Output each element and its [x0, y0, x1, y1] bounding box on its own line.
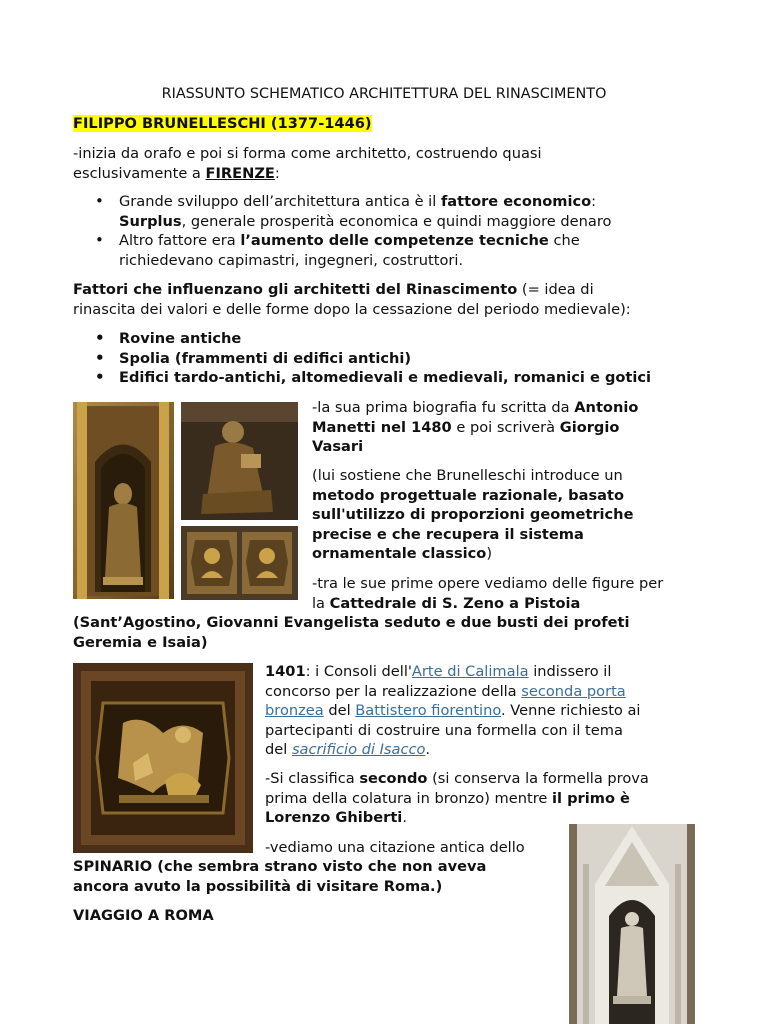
contest-line: [265, 701, 685, 721]
works-line: -tra le sue prime opere vediamo delle figure per: [312, 575, 664, 592]
economic-factors-list: [73, 192, 611, 270]
intro-line-2: [73, 164, 542, 184]
factors-paragraph: [73, 280, 631, 319]
list-item: • Rovine antiche: [73, 329, 651, 349]
firenze-text: FIRENZE: [205, 164, 275, 182]
ranking-bold: Lorenzo Ghiberti: [265, 809, 403, 827]
factors-line-1: [73, 280, 631, 300]
item-bold: Surplus: [119, 212, 182, 230]
bio-line: [312, 398, 712, 418]
contest-line: [265, 740, 685, 760]
contest-text: .: [425, 741, 431, 759]
intro-line-1: -inizia da orafo e poi si forma come architetto, costruendo quasi: [73, 145, 542, 162]
contest-text: indissero il: [528, 663, 612, 680]
gothic-niche-statue-photo: [569, 824, 695, 1024]
list-item: [73, 192, 611, 231]
item-bold: fattore economico: [440, 193, 592, 210]
works-bold: Cattedrale di S. Zeno a Pistoia: [329, 594, 581, 612]
method-line: sull'utilizzo di proporzioni geometriche: [312, 506, 634, 524]
works-continuation: [73, 613, 753, 652]
method-line: [312, 544, 712, 564]
battistero-link[interactable]: Battistero fiorentino: [355, 702, 502, 720]
item-text: richiedevano capimastri, ingegneri, costruttori.: [119, 251, 464, 269]
list-item: • Edifici tardo-antichi, altomedievali e medievali, romanici e gotici: [73, 368, 651, 388]
influences-list: [73, 329, 651, 388]
ranking-bold: secondo: [359, 770, 428, 787]
item-text: Grande sviluppo dell’architettura antica è il: [119, 193, 441, 210]
niche-statue-photo: [73, 402, 174, 599]
contest-line: [265, 662, 685, 682]
section-heading: [73, 114, 372, 134]
contest-bold: 1401: [265, 663, 306, 680]
method-line: precise e che recupera il sistema: [312, 525, 584, 543]
works-line: [312, 594, 732, 614]
list-item: • Spolia (frammenti di edifici antichi): [73, 349, 651, 369]
factors-bold: Fattori che influenzano gli architetti del Rinascimento: [73, 281, 518, 298]
contest-text: del: [265, 741, 292, 759]
spinario-line: ancora avuto la possibilità di visitare Roma.): [73, 877, 443, 895]
factors-line-2: rinascita dei valori e delle forme dopo la cessazione del periodo medievale):: [73, 300, 631, 318]
page-title: RIASSUNTO SCHEMATICO ARCHITETTURA DEL RINASCIMENTO: [161, 86, 607, 102]
ranking-paragraph: [265, 769, 685, 828]
contest-text: : i Consoli dell': [305, 663, 412, 680]
ranking-text: -Si classifica: [265, 770, 360, 787]
ranking-text: (si conserva la formella prova: [427, 770, 649, 787]
method-line: (lui sostiene che Brunelleschi introduce un: [312, 467, 623, 484]
arte-di-calimala-link[interactable]: Arte di Calimala: [411, 663, 529, 680]
bio-text: e poi scriverà: [451, 418, 560, 436]
contest-text: del: [323, 702, 356, 720]
contest-text: . Venne richiesto ai: [501, 702, 641, 720]
works-text: la: [312, 594, 330, 612]
bio-bold: Giorgio: [559, 418, 620, 436]
method-text: ): [486, 545, 493, 563]
biography-paragraph: [312, 398, 712, 457]
item-bold: l’aumento delle competenze tecniche: [240, 232, 549, 250]
contest-text: concorso per la realizzazione della: [265, 682, 522, 700]
ranking-bold: il primo è: [552, 789, 630, 807]
seconda-porta-link[interactable]: seconda porta: [521, 682, 626, 700]
spinario-line: SPINARIO (che sembra strano visto che non aveva: [73, 858, 487, 875]
prophets-busts-photo: [181, 526, 298, 600]
ranking-line: [265, 789, 685, 809]
works-line: Geremia e Isaia): [73, 633, 208, 651]
method-paragraph: [312, 466, 712, 564]
ranking-text: prima della colatura in bronzo) mentre: [265, 789, 553, 807]
item-text: , generale prosperità economica e quindi maggiore denaro: [181, 212, 612, 230]
seated-evangelist-photo: [181, 402, 298, 520]
sacrificio-di-isacco-link[interactable]: sacrificio di Isacco: [291, 741, 426, 759]
first-works-paragraph: [312, 574, 732, 613]
ranking-text: .: [402, 809, 407, 827]
intro-paragraph: [73, 144, 542, 183]
bio-text: -la sua prima biografia fu scritta da: [312, 399, 575, 416]
list-item: [73, 231, 611, 270]
contest-line: partecipanti di costruire una formella con il tema: [265, 721, 623, 739]
item-text: :: [591, 193, 597, 210]
spinario-paragraph: [73, 857, 563, 896]
method-bold: ornamentale classico: [312, 545, 487, 563]
item-text: che: [548, 232, 580, 250]
factors-text: (= idea di: [517, 281, 594, 298]
highlighted-heading: FILIPPO BRUNELLESCHI (1377-1446): [73, 115, 372, 132]
works-line: (Sant’Agostino, Giovanni Evangelista seduto e due busti dei profeti: [73, 614, 630, 631]
bio-bold: Manetti nel 1480: [312, 418, 452, 436]
bio-line: [312, 418, 712, 438]
sacrifice-of-isaac-panel-photo: [73, 663, 253, 853]
bio-line: [312, 437, 712, 457]
spinario-intro: [265, 838, 565, 858]
ranking-line: [265, 769, 685, 789]
spinario-line: -vediamo una citazione antica dello: [265, 839, 525, 856]
contest-line: [265, 682, 685, 702]
bio-bold: Vasari: [312, 438, 364, 456]
intro-colon: :: [274, 164, 280, 182]
bronzea-link[interactable]: bronzea: [265, 702, 324, 720]
viaggio-heading: VIAGGIO A ROMA: [73, 907, 214, 924]
item-text: Altro fattore era: [119, 232, 241, 250]
contest-paragraph: [265, 662, 685, 760]
method-line: metodo progettuale razionale, basato: [312, 486, 625, 504]
intro-text: esclusivamente a: [73, 164, 206, 182]
bio-bold: Antonio: [574, 399, 639, 416]
